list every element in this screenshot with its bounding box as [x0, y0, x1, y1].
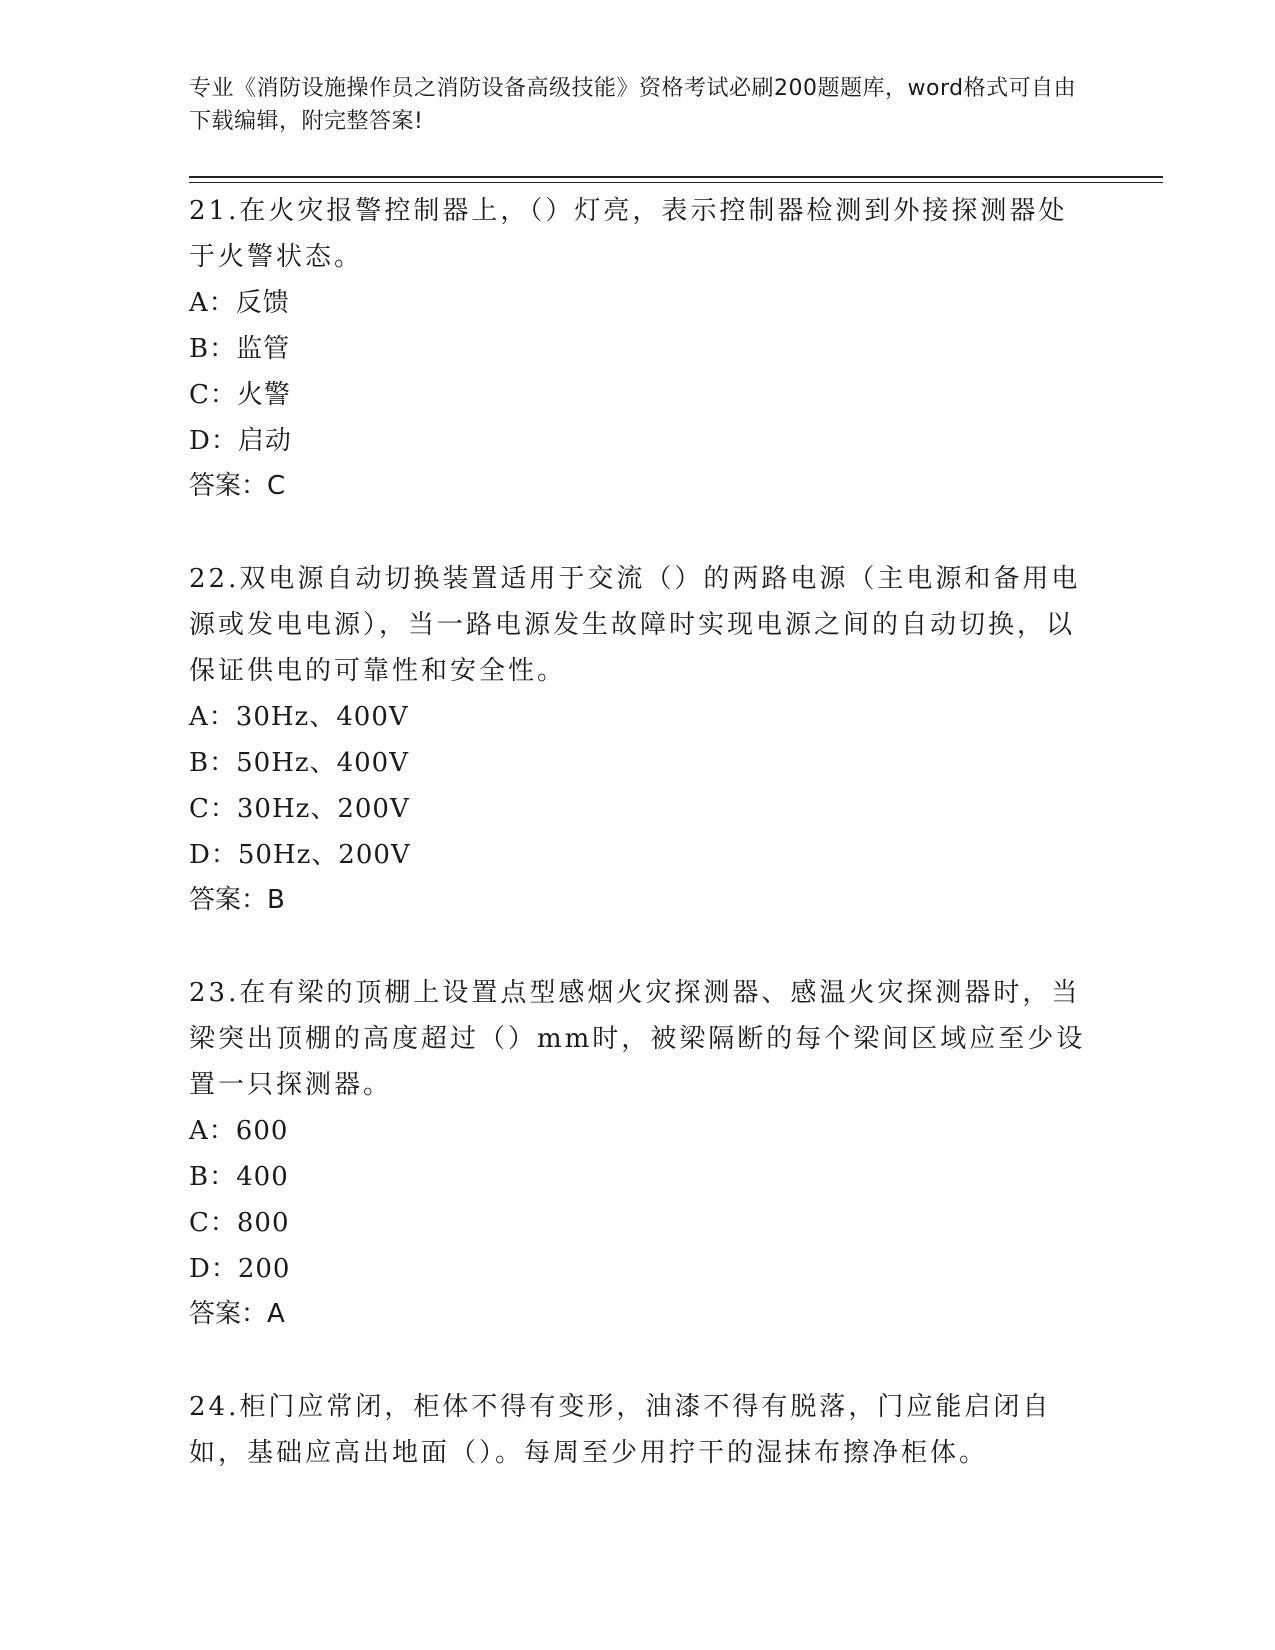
option-c: C：火警 — [189, 380, 291, 410]
option-a: A：600 — [189, 1116, 289, 1146]
header-divider-thin — [189, 182, 1163, 183]
answer-line: 答案：A — [189, 1299, 285, 1329]
option-c: C：30Hz、200V — [189, 794, 410, 824]
option-d: D：启动 — [189, 426, 292, 456]
question-23 — [189, 970, 1089, 1336]
option-b: B：50Hz、400V — [189, 748, 409, 778]
question-stem: 24.柜门应常闭，柜体不得有变形，油漆不得有脱落，门应能启闭自如，基础应高出地面（）。每周至少用拧干的湿抹布擦净柜体。 — [189, 1392, 1052, 1468]
question-stem: 22.双电源自动切换装置适用于交流（）的两路电源（主电源和备用电源或发电电源），当一路电源发生故障时实现电源之间的自动切换，以保证供电的可靠性和安全性。 — [189, 564, 1081, 686]
option-a: A：反馈 — [189, 288, 290, 318]
question-stem: 23.在有梁的顶棚上设置点型感烟火灾探测器、感温火灾探测器时，当梁突出顶棚的高度超过（）mm时，被梁隔断的每个梁间区域应至少设置一只探测器。 — [189, 978, 1086, 1100]
question-24 — [189, 1384, 1089, 1476]
question-22 — [189, 556, 1089, 922]
question-list — [189, 188, 1089, 1524]
answer-line: 答案：C — [189, 471, 286, 501]
document-intro: 专业《消防设施操作员之消防设备高级技能》资格考试必刷200题题库，word格式可自由下载编辑，附完整答案! — [189, 76, 1077, 134]
option-a: A：30Hz、400V — [189, 702, 409, 732]
option-c: C：800 — [189, 1208, 290, 1238]
option-b: B：监管 — [189, 334, 291, 364]
option-d: D：50Hz、200V — [189, 840, 411, 870]
question-stem: 21.在火灾报警控制器上，（）灯亮，表示控制器检测到外接探测器处于火警状态。 — [189, 196, 1068, 272]
header-divider-thick — [189, 176, 1163, 178]
option-d: D：200 — [189, 1254, 291, 1284]
question-21 — [189, 188, 1089, 508]
answer-line: 答案：B — [189, 885, 285, 915]
option-b: B：400 — [189, 1162, 289, 1192]
